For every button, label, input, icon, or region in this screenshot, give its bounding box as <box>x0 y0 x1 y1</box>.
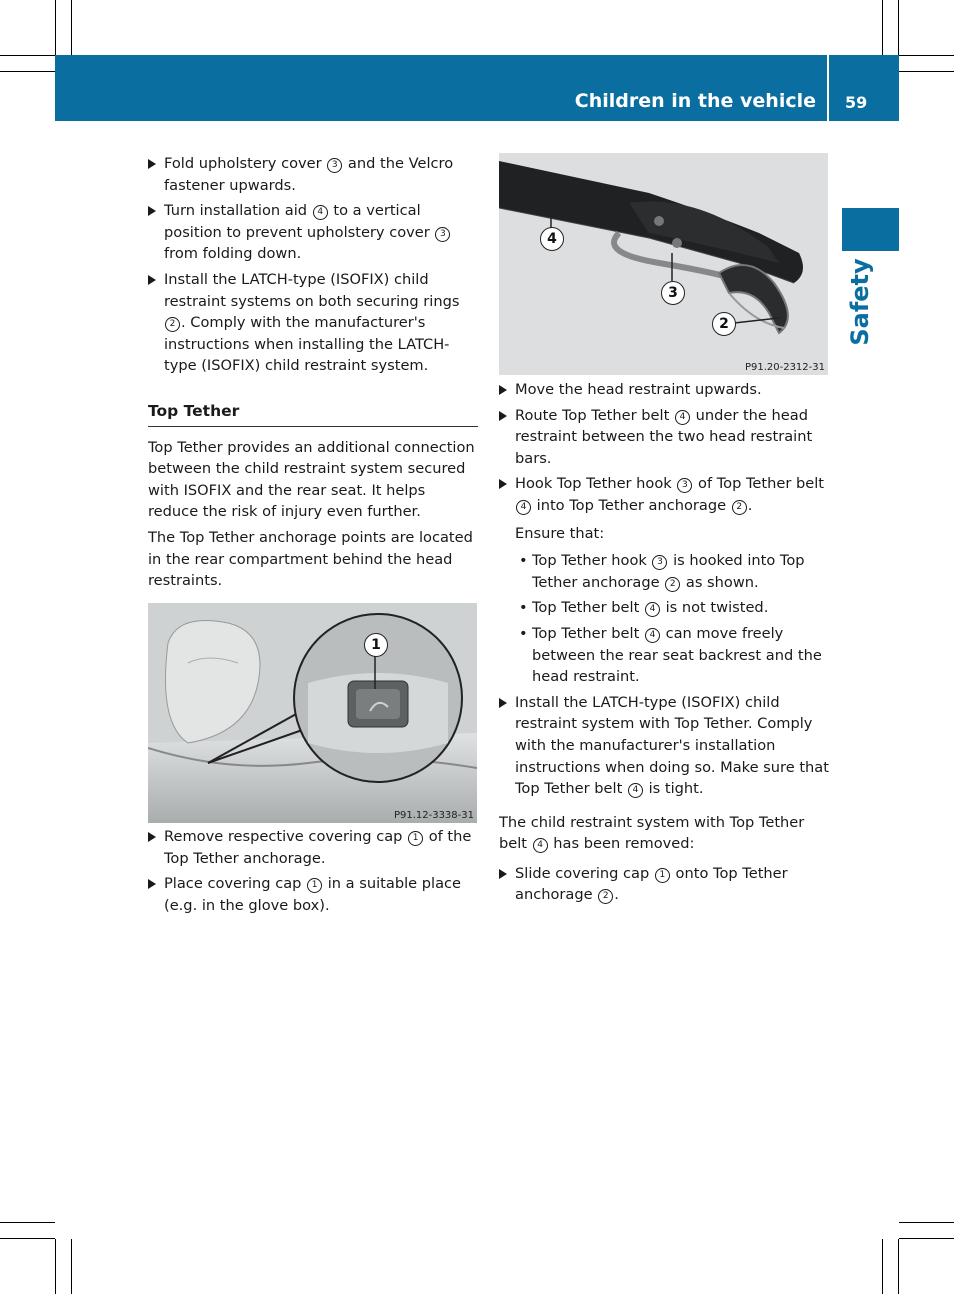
reference-number: 4 <box>675 410 690 425</box>
reference-number: 2 <box>665 577 680 592</box>
reference-number: 4 <box>533 838 548 853</box>
ensure-label: Ensure that: <box>515 524 605 542</box>
step-text: Install the LATCH-type (ISOFIX) child restraint systems on both securing rings 2 . Comply with the manufacturer's instructions when installing the LATCH-type (ISOFIX) child restraint system. <box>164 270 460 375</box>
instruction-list <box>148 153 478 377</box>
reference-number: 1 <box>408 831 423 846</box>
bullet-text: Top Tether belt 4 is not twisted. <box>532 599 769 617</box>
reference-number: 2 <box>598 889 613 904</box>
instruction-list <box>499 379 831 517</box>
instruction-step <box>148 873 478 916</box>
arrow-icon <box>499 479 507 489</box>
paragraph-group <box>148 437 478 592</box>
section-title: Children in the vehicle <box>574 90 816 112</box>
instruction-step <box>148 269 478 377</box>
callout-4: 4 <box>540 227 564 251</box>
bullet-icon: • <box>519 552 528 570</box>
arrow-icon <box>148 159 156 169</box>
reference-number: 3 <box>652 555 667 570</box>
step-text: Fold upholstery cover 3 and the Velcro fastener upwards. <box>164 155 454 194</box>
step-text: Remove respective covering cap 1 of the Top Tether anchorage. <box>164 828 472 867</box>
figure-reference: P91.12-3338-31 <box>393 810 474 821</box>
bullet-text: Top Tether belt 4 can move freely between the rear seat backrest and the head restraint. <box>532 624 822 686</box>
crop-mark <box>0 55 55 56</box>
reference-number: 3 <box>435 227 450 242</box>
step-text: Slide covering cap 1 onto Top Tether anchorage 2 . <box>515 864 788 904</box>
crop-mark <box>71 0 72 55</box>
instruction-step <box>499 692 831 800</box>
crop-mark <box>899 1238 954 1239</box>
instruction-list <box>499 692 831 800</box>
page-number: 59 <box>845 93 868 112</box>
reference-number: 1 <box>307 878 322 893</box>
step-text: Turn installation aid 4 to a vertical position to prevent upholstery cover 3 from folding down. <box>164 202 451 262</box>
crop-mark <box>55 1239 56 1294</box>
reference-number: 3 <box>327 158 342 173</box>
figure-top-tether-hook <box>499 153 828 375</box>
section-heading: Top Tether <box>148 401 478 427</box>
arrow-icon <box>499 698 507 708</box>
instruction-step <box>148 200 478 265</box>
page-header <box>55 55 899 121</box>
arrow-icon <box>499 869 507 879</box>
reference-number: 4 <box>645 602 660 617</box>
right-column <box>499 379 831 910</box>
bullet-item <box>499 623 831 688</box>
arrow-icon <box>148 275 156 285</box>
instruction-step <box>499 379 831 401</box>
crop-mark <box>882 1239 883 1294</box>
crop-mark <box>0 1238 55 1239</box>
body-paragraph: The child restraint system with Top Tether belt 4 has been removed: <box>499 813 805 853</box>
side-tab-marker <box>842 208 899 251</box>
step-text: Route Top Tether belt 4 under the head restraint between the two head restraint bars. <box>515 406 813 467</box>
bullet-text: Top Tether hook 3 is hooked into Top Tether anchorage 2 as shown. <box>532 552 805 591</box>
instruction-step <box>499 473 831 516</box>
crop-mark <box>899 55 954 56</box>
callout-1: 1 <box>364 633 388 657</box>
figure-top-tether-anchorage <box>148 603 477 823</box>
crop-mark <box>0 1222 55 1223</box>
crop-mark <box>898 1239 899 1294</box>
bullet-list <box>499 550 831 688</box>
crop-mark <box>899 1222 954 1223</box>
arrow-icon <box>148 832 156 842</box>
instruction-step <box>499 863 831 906</box>
callout-3: 3 <box>661 281 685 305</box>
bullet-icon: • <box>519 624 528 642</box>
bullet-icon: • <box>519 599 528 617</box>
instruction-step <box>148 826 478 869</box>
crop-mark <box>882 0 883 55</box>
arrow-icon <box>148 206 156 216</box>
crop-mark <box>0 71 55 72</box>
crop-mark <box>899 71 954 72</box>
left-column-bottom <box>148 826 478 920</box>
step-text: Install the LATCH-type (ISOFIX) child restraint system with Top Tether. Comply with the manufacturer's installation instructions when doing so. Make sure that Top Tether belt 4 is tight. <box>515 693 829 798</box>
callout-2: 2 <box>712 312 736 336</box>
arrow-icon <box>148 879 156 889</box>
reference-number: 3 <box>677 478 692 493</box>
bullet-item <box>499 597 831 619</box>
instruction-list <box>148 826 478 916</box>
anchorage-illustration <box>148 603 477 823</box>
body-paragraph: The Top Tether anchorage points are located in the rear compartment behind the head restraints. <box>148 528 473 590</box>
reference-number: 2 <box>732 500 747 515</box>
side-tab-label: Safety <box>846 258 874 346</box>
arrow-icon <box>499 385 507 395</box>
crop-mark <box>71 1239 72 1294</box>
reference-number: 4 <box>516 500 531 515</box>
step-text: Move the head restraint upwards. <box>515 381 762 398</box>
step-text: Place covering cap 1 in a suitable place (e.g. in the glove box). <box>164 875 462 914</box>
instruction-list <box>499 863 831 906</box>
paragraph-group <box>499 812 831 855</box>
reference-number: 4 <box>628 783 643 798</box>
reference-number: 2 <box>165 317 180 332</box>
hook-illustration <box>499 153 828 375</box>
header-divider <box>827 55 829 121</box>
arrow-icon <box>499 411 507 421</box>
left-column <box>148 153 478 596</box>
instruction-step <box>148 153 478 196</box>
reference-number: 4 <box>645 628 660 643</box>
step-text: Hook Top Tether hook 3 of Top Tether belt 4 into Top Tether anchorage 2 . <box>515 475 825 514</box>
figure-reference: P91.20-2312-31 <box>744 362 825 373</box>
crop-mark <box>55 0 56 55</box>
bullet-item <box>499 550 831 593</box>
reference-number: 1 <box>655 868 670 883</box>
crop-mark <box>898 0 899 55</box>
instruction-step <box>499 405 831 470</box>
reference-number: 4 <box>313 205 328 220</box>
body-paragraph: Top Tether provides an additional connection between the child restraint system secured with ISOFIX and the rear seat. It helps reduce the risk of injury even further. <box>148 438 475 521</box>
